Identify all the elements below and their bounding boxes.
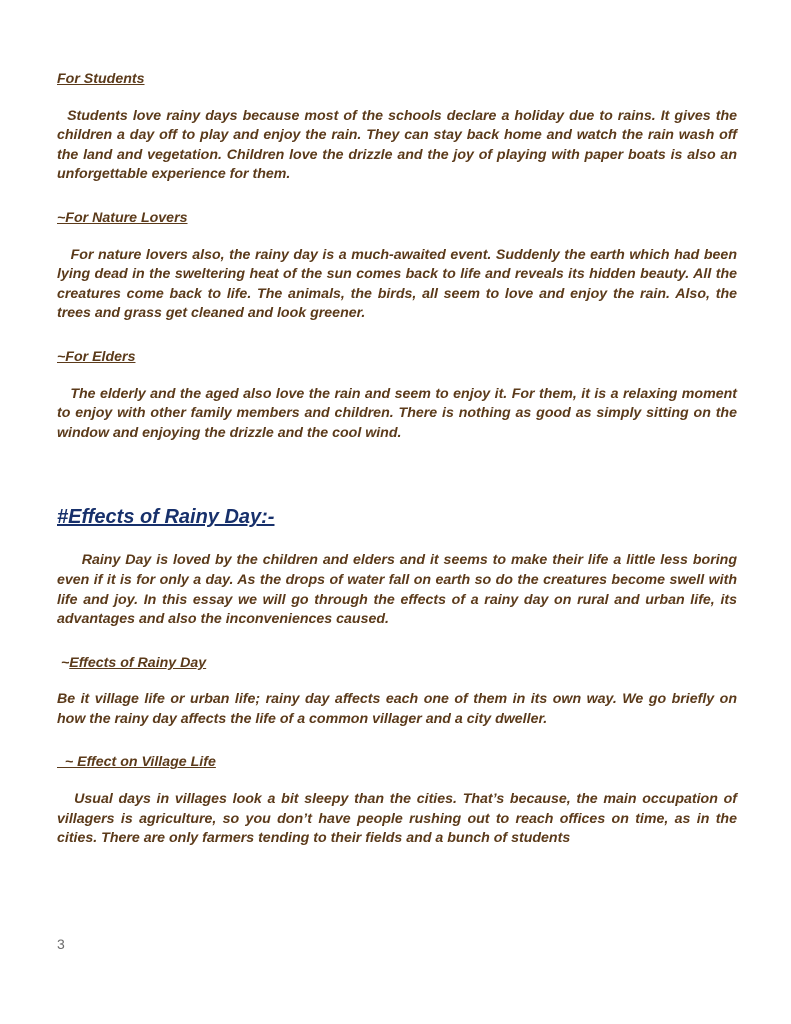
page-number: 3 bbox=[57, 936, 65, 952]
nature-lovers-paragraph: For nature lovers also, the rainy day is a much-awaited event. Suddenly the earth which had been lying dead in the sweltering heat of the sun comes back to life and reveals its hidden beauty. All the creatures come back to life. The animals, the birds, all seem to love and enjoy the rain. Also, the trees and grass get cleaned and look greener. bbox=[57, 246, 737, 322]
effects-sub-heading bbox=[57, 654, 737, 674]
village-life-heading: ~ Effect on Village Life bbox=[57, 754, 216, 771]
village-life-paragraph: Usual days in villages look a bit sleepy than the cities. That’s because, the main occupation of villagers is agriculture, so you don’t have people rushing out to reach offices on time, as in the cities. There are only farmers tending to their fields and a bunch of students bbox=[57, 791, 737, 847]
document-page bbox=[57, 70, 737, 849]
students-paragraph: Students love rainy days because most of the schools declare a holiday due to rains. It gives the children a day off to play and enjoy the rain. They can stay back home and watch the rain wash off the land and vegetation. Children love the drizzle and the joy of playing with paper boats is also an unforgettable experience for them. bbox=[57, 107, 737, 183]
effects-main-paragraph: Rainy Day is loved by the children and elders and it seems to make their life a little less boring even if it is for only a day. As the drops of water fall on earth so do the creatures become swell with life and joy. In this essay we will go through the effects of a rainy day on rural and urban life, its advantages and also the inconveniences caused. bbox=[57, 552, 737, 628]
effects-sub-paragraph: Be it village life or urban life; rainy day affects each one of them in its own way. We go briefly on how the rainy day affects the life of a common villager and a city dweller. bbox=[57, 691, 737, 727]
effects-sub-heading-text: Effects of Rainy Day bbox=[69, 654, 207, 671]
students-heading: For Students bbox=[57, 71, 145, 87]
effects-main-heading: #Effects of Rainy Day:- bbox=[57, 506, 275, 529]
effects-sub-prefix: ~ bbox=[57, 654, 70, 671]
nature-lovers-heading: ~For Nature Lovers bbox=[57, 209, 188, 226]
elders-paragraph: The elderly and the aged also love the rain and seem to enjoy it. For them, it is a relaxing moment to enjoy with other family members and children. There is nothing as good as simply sitting on the window and enjoying the drizzle and the cool wind. bbox=[57, 385, 737, 441]
elders-heading: ~For Elders bbox=[57, 348, 136, 365]
